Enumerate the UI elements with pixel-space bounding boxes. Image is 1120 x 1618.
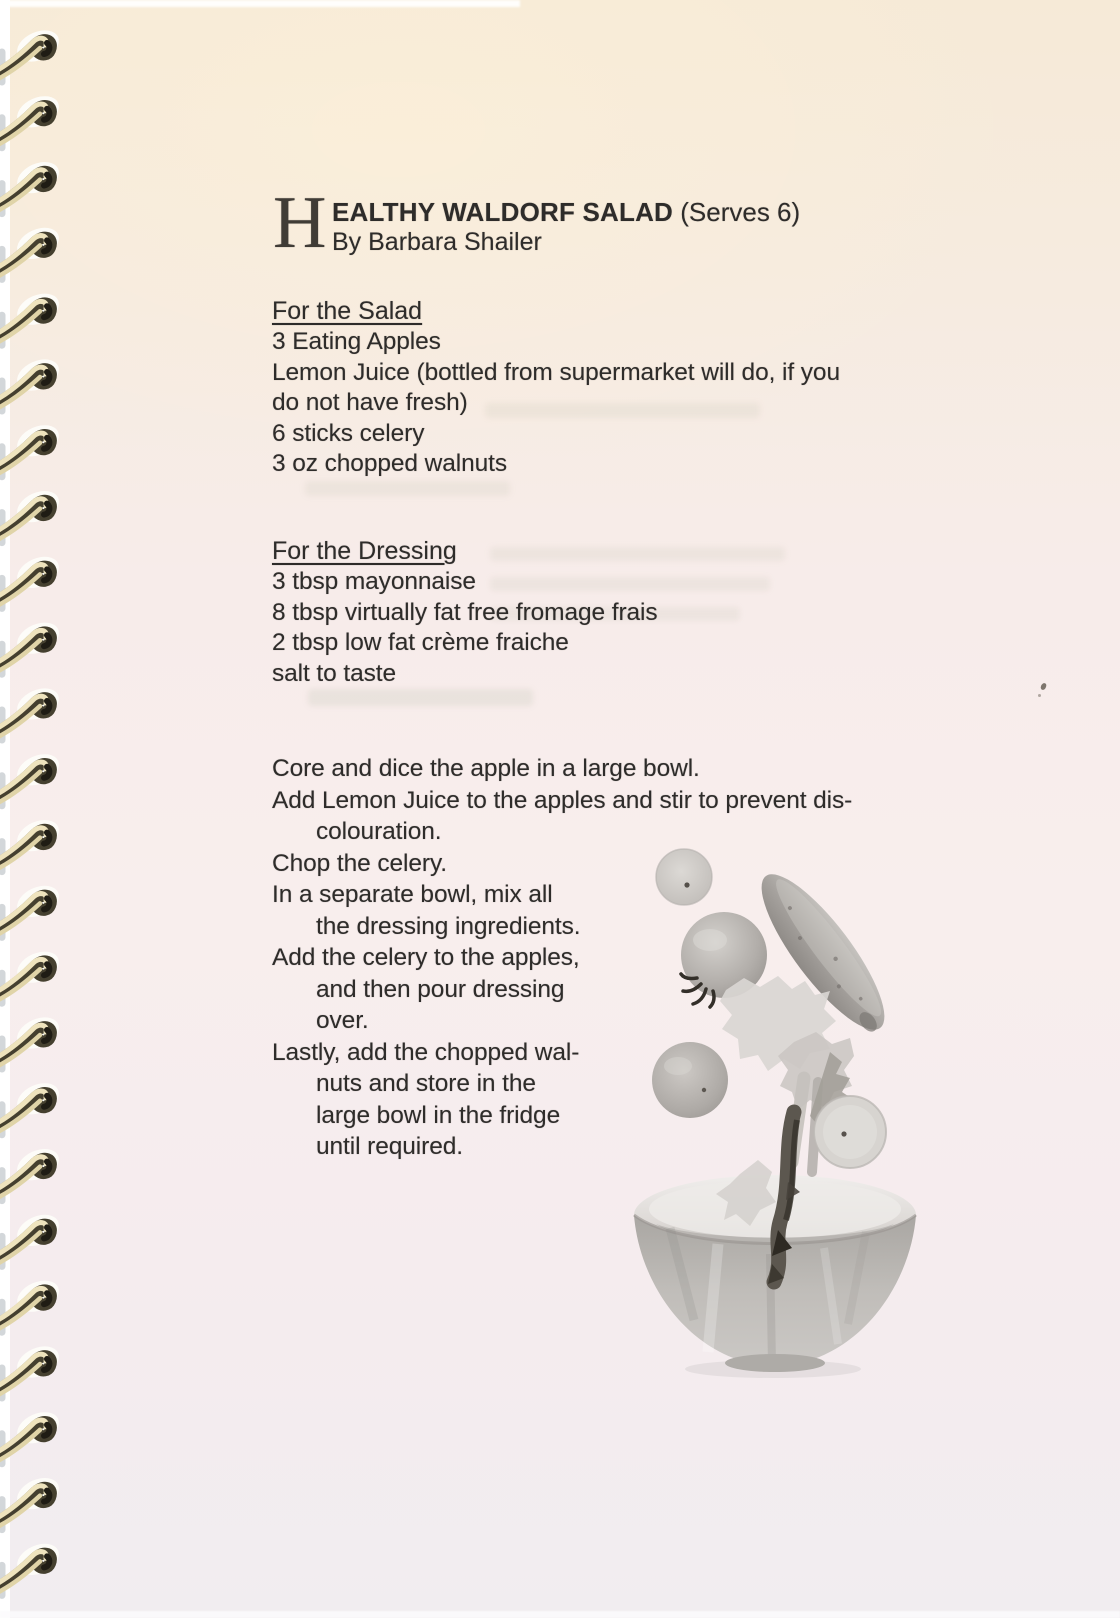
binding-coil xyxy=(0,880,64,938)
recipe-title-text: EALTHY WALDORF SALAD xyxy=(332,197,674,227)
paper-speck xyxy=(1040,682,1047,690)
binding-coil xyxy=(0,156,64,214)
method-line: the dressing ingredients. xyxy=(316,912,581,940)
binding-coil xyxy=(0,419,64,477)
binding-coil xyxy=(0,24,64,82)
method-line: nuts and store in the xyxy=(316,1070,536,1097)
ingredient-line: 6 sticks celery xyxy=(272,419,425,447)
ingredient-line: do not have fresh) xyxy=(272,389,468,416)
method-line: In a separate bowl, mix all xyxy=(272,881,553,908)
dressing-ingredients-section xyxy=(272,536,658,689)
binding-coil xyxy=(0,485,64,543)
ingredient-line: 3 Eating Apples xyxy=(272,328,441,355)
method-line: Lastly, add the chopped wal- xyxy=(272,1038,580,1066)
method-line: Add Lemon Juice to the apples and stir to prevent dis- xyxy=(272,786,853,814)
ingredient-line: 3 oz chopped walnuts xyxy=(272,450,507,477)
binding-coil xyxy=(0,616,64,674)
show-through-smudge xyxy=(305,481,510,496)
method-line: Add the celery to the apples, xyxy=(272,944,580,971)
binding-coil xyxy=(0,222,64,280)
binding-coil xyxy=(0,1143,64,1201)
page-bottom-edge xyxy=(0,1611,1120,1618)
ingredient-line: Lemon Juice (bottled from supermarket will do, if you xyxy=(272,358,840,386)
binding-coil xyxy=(0,1406,64,1464)
title-block xyxy=(332,197,800,257)
binding-coil xyxy=(0,945,64,1003)
serves-note: (Serves 6) xyxy=(673,197,801,227)
binding-coil xyxy=(0,287,64,345)
page-top-edge xyxy=(0,0,520,7)
recipe-title xyxy=(332,197,800,227)
method-line: until required. xyxy=(316,1133,463,1160)
method-line: Core and dice the apple in a large bowl. xyxy=(272,755,700,782)
ingredient-line: 3 tbsp mayonnaise xyxy=(272,568,476,595)
salad-ingredients-section xyxy=(272,296,840,480)
show-through-smudge xyxy=(308,689,533,706)
salad-ingredient-list xyxy=(272,327,840,480)
binding-coil xyxy=(0,1209,64,1267)
binding-coil xyxy=(0,748,64,806)
binding-coil xyxy=(0,1077,64,1135)
binding-coil xyxy=(0,353,64,411)
byline: By Barbara Shailer xyxy=(332,228,542,256)
binding-coil xyxy=(0,682,64,740)
ingredient-line: 2 tbsp low fat crème fraiche xyxy=(272,629,569,656)
method-line: over. xyxy=(316,1007,369,1034)
spiral-binding xyxy=(0,0,72,1618)
dropcap-h: H xyxy=(273,182,327,264)
paper-speck xyxy=(1038,694,1041,697)
binding-coil xyxy=(0,1274,64,1332)
ingredient-line: 8 tbsp virtually fat free fromage frais xyxy=(272,598,658,626)
binding-coil xyxy=(0,1340,64,1398)
method-line: Chop the celery. xyxy=(272,849,447,877)
binding-coil xyxy=(0,1472,64,1530)
method-line: and then pour dressing xyxy=(316,975,565,1003)
method-line: large bowl in the fridge xyxy=(316,1101,561,1129)
binding-coil xyxy=(0,1538,64,1596)
binding-coil xyxy=(0,1011,64,1069)
recipe-page xyxy=(10,0,1120,1618)
falling-vegetables xyxy=(652,849,903,1226)
ingredient-line: salt to taste xyxy=(272,659,396,687)
bowl-base xyxy=(725,1354,825,1372)
binding-coil xyxy=(0,551,64,609)
dressing-ingredient-list xyxy=(272,567,658,689)
salad-heading: For the Salad xyxy=(272,297,423,325)
binding-coil xyxy=(0,814,64,872)
method-line: colouration. xyxy=(316,818,442,845)
falling-salad-bowl-illustration xyxy=(598,812,932,1382)
binding-coil xyxy=(0,90,64,148)
dressing-heading: For the Dressing xyxy=(272,537,457,565)
